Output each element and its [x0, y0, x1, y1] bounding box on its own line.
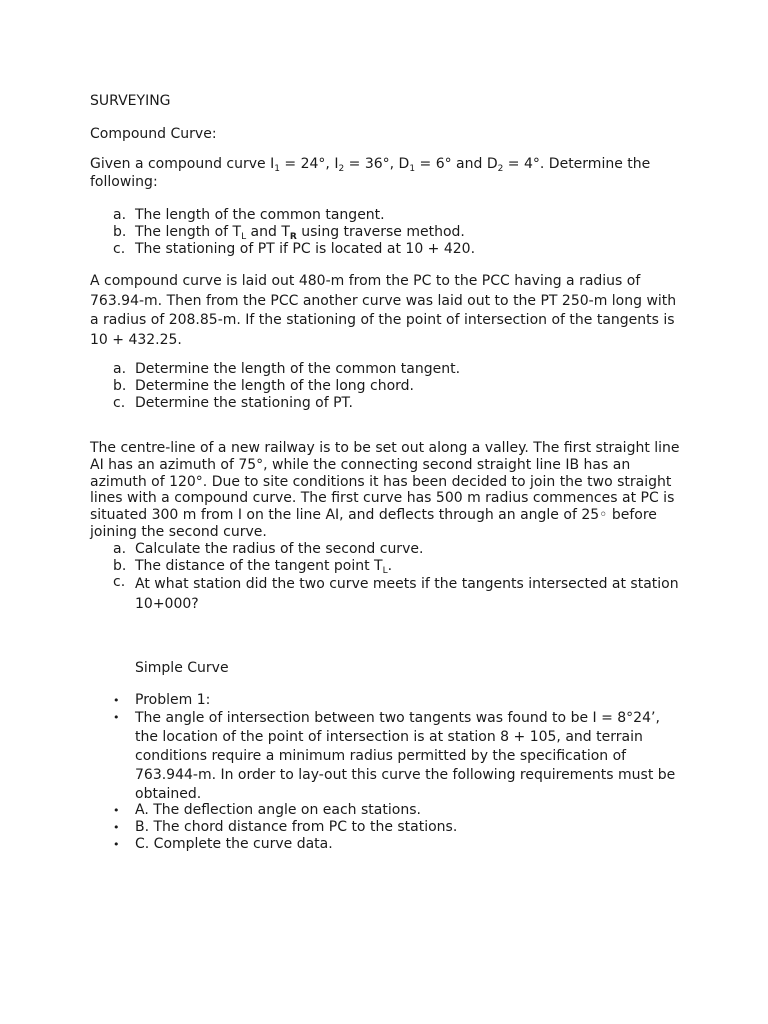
section-title-compound-curve: Compound Curve: [90, 126, 217, 142]
bullet-icon: • [113, 838, 120, 851]
bullet-icon: • [113, 694, 120, 707]
problem1-intro: Given a compound curve $I_1 = 24^\circ$, $I_2 = 36^\circ$, $D_1 = 6^\circ$ and $D_2 = 4^\circ$. Determine the following: [90, 156, 651, 190]
section-title-simple-curve: Simple Curve [135, 660, 229, 676]
bullet-icon: • [113, 804, 120, 817]
bullet-icon: • [113, 821, 120, 834]
bullet-icon: • [113, 711, 120, 724]
problem3-paragraph: The centre-line of a new railway is to be set out along a valley. The first straight line AI has an azimuth of 75°, while the connecting second straight line IB has an azimuth of 120°. Due to site conditions it has been decided to join the two straight lines with a compound curve. The first curve has 500 m radius commences at PC is situated 300 m from I on the line AI, and deflects through an angle of 25◦ before joining the second curve. [90, 440, 680, 540]
problem2-paragraph: A compound curve is laid out 480-m from the PC to the PCC having a radius of 763.94-m. Then from the PCC another curve was laid out to the PT 250-m long with a radius of 208.85-m. If the stationing of the point of intersection of the tangents is 10 + 432.25. [90, 273, 677, 348]
doc-subject: SURVEYING [90, 93, 171, 109]
document-page: SURVEYING Compound Curve: Given a compound curve $I_1 = 24^\circ$, $I_2 = 36^\circ$, $D_1 = 6^\circ$ and $D_2 = 4^\circ$. Determine the following: a. The length of the common tangent. b. The length of $T_L$ and $T_R$ using traverse method. c. The stationing of PT if PC is located at 10 + 420. A compound curve is laid out 480-m from the PC to the PCC having a radius of 763.94-m. Then from the PCC another curve was laid out to the PT 250-m long with a radius of 208.85-m. If the stationing of the point of intersection of the tangents is 10 + 432.25. a. Determine the length of the common tangent. b. Determine the length of the long chord. c. Determine the stationing of PT. The centre-line of a new railway is to be set out along a valley. The first straight line AI has an azimuth of 75°, while the connecting second straight line IB has an azimuth of 120°. Due to site conditions it has been decided to join the two straight lines with a compound curve. The first curve has 500 m radius commences at PC is situated 300 m from I on the line AI, and deflects through an angle of 25◦ before joining the second curve. a. Calculate the radius of the second curve. b. The distance of the tangent point $T_L$. c. At what station did the two curve meets if the tangents intersected at station 10+000? Simple Curve • Problem 1: • The angle of intersection between two tangents was found to be I = 8°24’, the location of the point of intersection is at station 8 + 105, and terrain conditions require a minimum radius permitted by the specification of 763.944-m. In order to lay-out this curve the following requirements must be obtained. • A. The deflection angle on each stations. • B. The chord distance from PC to the stations. • C. Complete the curve data. [0, 0, 768, 1024]
